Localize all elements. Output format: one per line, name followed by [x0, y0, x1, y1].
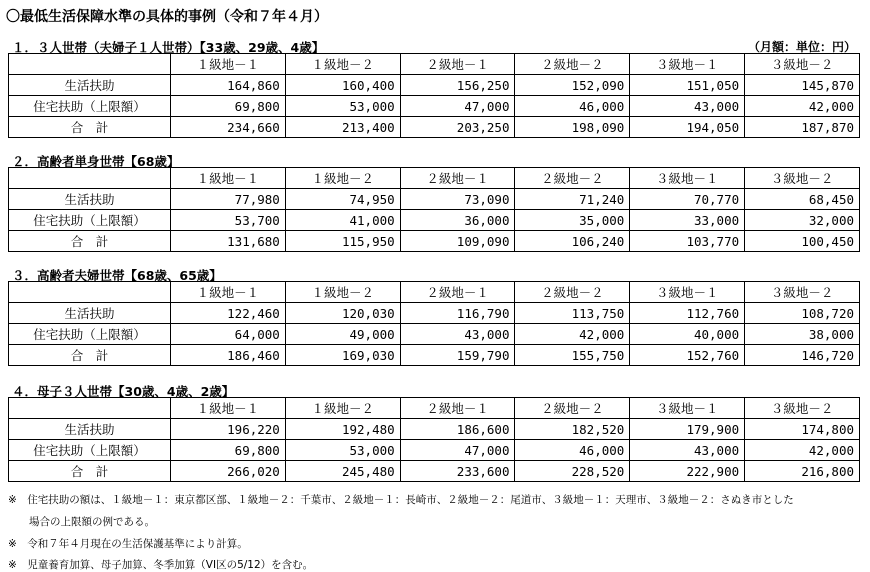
amount-cell: 186,460	[171, 345, 286, 366]
row-label: 住宅扶助（上限額）	[9, 210, 171, 231]
amount-cell: 47,000	[400, 96, 515, 117]
amount-cell: 266,020	[171, 461, 286, 482]
column-header: ３級地－１	[630, 398, 745, 419]
amount-cell: 152,090	[515, 75, 630, 96]
amount-cell: 69,800	[171, 96, 286, 117]
amount-cell: 122,460	[171, 303, 286, 324]
amount-cell: 36,000	[400, 210, 515, 231]
amount-cell: 179,900	[630, 419, 745, 440]
amount-cell: 222,900	[630, 461, 745, 482]
table-header-row	[9, 282, 860, 303]
footnote: ※ 児童養育加算、母子加算、冬季加算（VI区の5/12）を含む。	[8, 559, 314, 571]
column-header: ３級地－１	[630, 54, 745, 75]
footnote: ※ 令和７年４月現在の生活保護基準により計算。	[8, 538, 248, 550]
row-label: 生活扶助	[9, 189, 171, 210]
amount-cell: 49,000	[285, 324, 400, 345]
amount-cell: 182,520	[515, 419, 630, 440]
amount-cell: 194,050	[630, 117, 745, 138]
amount-cell: 169,030	[285, 345, 400, 366]
column-header: ２級地－１	[400, 54, 515, 75]
row-label: 生活扶助	[9, 419, 171, 440]
table-row	[9, 303, 860, 324]
column-header: ２級地－１	[400, 168, 515, 189]
table-header-row	[9, 54, 860, 75]
amount-cell: 43,000	[630, 440, 745, 461]
column-header: ３級地－２	[745, 168, 860, 189]
amount-cell: 108,720	[745, 303, 860, 324]
amount-cell: 70,770	[630, 189, 745, 210]
amount-cell: 159,790	[400, 345, 515, 366]
footnote: 場合の上限額の例である。	[8, 516, 155, 528]
table-row	[9, 231, 860, 252]
section-title: ４．母子３人世帯【30歳、4歳、2歳】	[12, 384, 235, 399]
row-label: 住宅扶助（上限額）	[9, 324, 171, 345]
amount-cell: 38,000	[745, 324, 860, 345]
section-title: １．３人世帯（夫婦子１人世帯）【33歳、29歳、4歳】	[12, 40, 325, 55]
amount-cell: 53,000	[285, 440, 400, 461]
amount-cell: 46,000	[515, 96, 630, 117]
amount-cell: 32,000	[745, 210, 860, 231]
table-row	[9, 189, 860, 210]
amount-cell: 187,870	[745, 117, 860, 138]
amount-cell: 35,000	[515, 210, 630, 231]
row-label: 合 計	[9, 345, 171, 366]
column-header: ３級地－１	[630, 168, 745, 189]
amount-cell: 73,090	[400, 189, 515, 210]
column-header: １級地－１	[171, 54, 286, 75]
amount-cell: 192,480	[285, 419, 400, 440]
amount-cell: 53,000	[285, 96, 400, 117]
column-header: １級地－２	[285, 398, 400, 419]
table-row	[9, 440, 860, 461]
table-row	[9, 117, 860, 138]
amount-cell: 71,240	[515, 189, 630, 210]
amount-cell: 47,000	[400, 440, 515, 461]
amount-cell: 53,700	[171, 210, 286, 231]
amount-cell: 234,660	[171, 117, 286, 138]
table-row	[9, 461, 860, 482]
benefit-table	[8, 53, 860, 138]
row-label: 合 計	[9, 231, 171, 252]
amount-cell: 40,000	[630, 324, 745, 345]
amount-cell: 155,750	[515, 345, 630, 366]
amount-cell: 145,870	[745, 75, 860, 96]
amount-cell: 151,050	[630, 75, 745, 96]
amount-cell: 42,000	[745, 440, 860, 461]
amount-cell: 112,760	[630, 303, 745, 324]
column-header: ２級地－１	[400, 398, 515, 419]
amount-cell: 160,400	[285, 75, 400, 96]
amount-cell: 146,720	[745, 345, 860, 366]
section-title: ３．高齢者夫婦世帯【68歳、65歳】	[12, 268, 222, 283]
column-header: ２級地－１	[400, 282, 515, 303]
column-header: １級地－１	[171, 282, 286, 303]
amount-cell: 103,770	[630, 231, 745, 252]
amount-cell: 106,240	[515, 231, 630, 252]
amount-cell: 74,950	[285, 189, 400, 210]
benefit-table	[8, 281, 860, 366]
column-header: ２級地－２	[515, 168, 630, 189]
column-header: ３級地－１	[630, 282, 745, 303]
column-header: ２級地－２	[515, 54, 630, 75]
amount-cell: 228,520	[515, 461, 630, 482]
column-header: １級地－２	[285, 282, 400, 303]
benefit-table	[8, 167, 860, 252]
amount-cell: 33,000	[630, 210, 745, 231]
page-title: 〇最低生活保障水準の具体的事例（令和７年４月）	[6, 9, 328, 25]
amount-cell: 43,000	[400, 324, 515, 345]
amount-cell: 43,000	[630, 96, 745, 117]
amount-cell: 233,600	[400, 461, 515, 482]
column-header: １級地－１	[171, 168, 286, 189]
header-blank-cell	[9, 282, 171, 303]
amount-cell: 186,600	[400, 419, 515, 440]
table-row	[9, 345, 860, 366]
amount-cell: 131,680	[171, 231, 286, 252]
row-label: 合 計	[9, 461, 171, 482]
header-blank-cell	[9, 168, 171, 189]
amount-cell: 115,950	[285, 231, 400, 252]
table-row	[9, 96, 860, 117]
amount-cell: 42,000	[515, 324, 630, 345]
column-header: １級地－２	[285, 54, 400, 75]
amount-cell: 203,250	[400, 117, 515, 138]
row-label: 生活扶助	[9, 75, 171, 96]
column-header: ３級地－２	[745, 54, 860, 75]
amount-cell: 109,090	[400, 231, 515, 252]
table-header-row	[9, 398, 860, 419]
amount-cell: 245,480	[285, 461, 400, 482]
amount-cell: 41,000	[285, 210, 400, 231]
column-header: １級地－２	[285, 168, 400, 189]
section-title: ２．高齢者単身世帯【68歳】	[12, 154, 180, 169]
header-blank-cell	[9, 398, 171, 419]
amount-cell: 198,090	[515, 117, 630, 138]
amount-cell: 196,220	[171, 419, 286, 440]
column-header: ２級地－２	[515, 398, 630, 419]
amount-cell: 164,860	[171, 75, 286, 96]
table-row	[9, 419, 860, 440]
row-label: 生活扶助	[9, 303, 171, 324]
amount-cell: 213,400	[285, 117, 400, 138]
amount-cell: 156,250	[400, 75, 515, 96]
amount-cell: 46,000	[515, 440, 630, 461]
amount-cell: 152,760	[630, 345, 745, 366]
row-label: 住宅扶助（上限額）	[9, 440, 171, 461]
amount-cell: 42,000	[745, 96, 860, 117]
row-label: 住宅扶助（上限額）	[9, 96, 171, 117]
benefit-table	[8, 397, 860, 482]
amount-cell: 64,000	[171, 324, 286, 345]
amount-cell: 120,030	[285, 303, 400, 324]
table-row	[9, 324, 860, 345]
table-header-row	[9, 168, 860, 189]
amount-cell: 68,450	[745, 189, 860, 210]
amount-cell: 216,800	[745, 461, 860, 482]
amount-cell: 174,800	[745, 419, 860, 440]
footnote: ※ 住宅扶助の額は、１級地－１：東京都区部、１級地－２：千葉市、２級地－１：長崎市、２級地－２：尾道市、３級地－１：天理市、３級地－２：さぬき市とした	[8, 494, 794, 506]
column-header: ２級地－２	[515, 282, 630, 303]
column-header: １級地－１	[171, 398, 286, 419]
amount-cell: 69,800	[171, 440, 286, 461]
amount-cell: 116,790	[400, 303, 515, 324]
unit-label: （月額：単位：円）	[747, 40, 856, 54]
amount-cell: 113,750	[515, 303, 630, 324]
table-row	[9, 75, 860, 96]
column-header: ３級地－２	[745, 282, 860, 303]
row-label: 合 計	[9, 117, 171, 138]
header-blank-cell	[9, 54, 171, 75]
table-row	[9, 210, 860, 231]
amount-cell: 77,980	[171, 189, 286, 210]
column-header: ３級地－２	[745, 398, 860, 419]
amount-cell: 100,450	[745, 231, 860, 252]
